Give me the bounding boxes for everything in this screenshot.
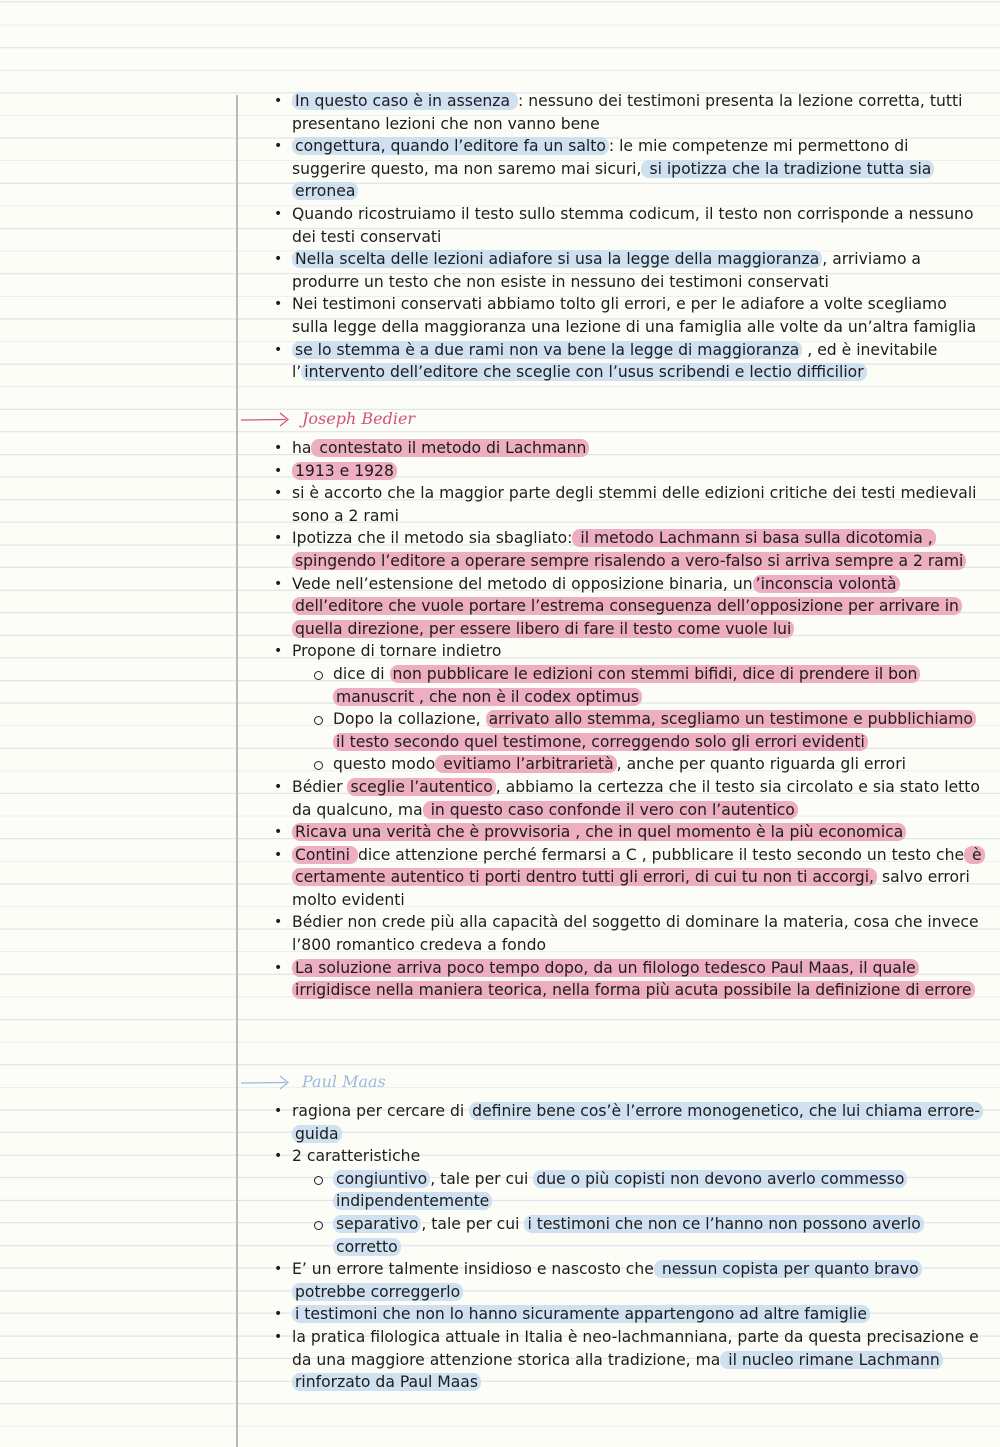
highlight-blue: definire bene cos’è l’errore monogenetico, che lui chiama errore-guida: [292, 1102, 983, 1143]
list-item: [292, 776, 982, 821]
highlight-blue: i testimoni che non ce l’hanno non possono averlo corretto: [333, 1215, 924, 1256]
list-item: [292, 203, 982, 248]
heading-paul-maas: [240, 1072, 386, 1091]
highlight-blue: intervento dell’editore che sceglie con l’usus scribendi e lectio difficilior: [301, 363, 866, 381]
text: E’ un errore talmente insidioso e nascosto che: [292, 1260, 654, 1279]
list-item: [292, 1303, 982, 1326]
list-item: [292, 339, 982, 384]
highlight-pink: ’inconscia volontà dell’editore che vuole portare l’estrema conseguenza dell’opposizione per arrivare in quella direzione, per essere libero di fare il testo come vuole lui: [292, 575, 962, 638]
text: ragiona per cercare di: [292, 1102, 470, 1120]
text: : le mie competenze mi permettono di suggerire questo, ma non saremo mai sicuri,: [292, 137, 909, 178]
section-maas: [292, 1100, 982, 1394]
text: , tale per cui: [421, 1214, 525, 1233]
heading-text: Paul Maas: [302, 1072, 386, 1091]
heading-joseph-bedier: [240, 409, 415, 428]
text: Quando ricostruiamo il testo sullo stemma codicum, il testo non corrisponde a nessuno dei testi conservati: [292, 204, 974, 246]
list-item: [292, 573, 982, 641]
list-item: [292, 460, 982, 483]
highlight-pink: contestato il metodo di Lachmann: [311, 439, 589, 457]
text: Propone di tornare indietro: [292, 642, 502, 661]
heading-text: Joseph Bedier: [302, 409, 416, 428]
margin-line: [236, 95, 238, 1447]
highlight-blue: congiuntivo: [333, 1170, 430, 1188]
highlight-blue: separativo: [333, 1215, 421, 1233]
highlight-blue: i testimoni che non lo hanno sicuramente appartengono ad altre famiglie: [292, 1305, 870, 1323]
sublist-item: [333, 663, 982, 708]
sublist: [292, 663, 982, 776]
highlight-pink: arrivato allo stemma, scegliamo un testimone e pubblichiamo il testo secondo quel testimone, correggendo solo gli errori evidenti: [333, 710, 976, 751]
highlight-pink: evitiamo l’arbitrarietà: [435, 755, 616, 773]
list-item: [292, 1145, 982, 1258]
text: , ed è inevitabile l’: [292, 340, 938, 382]
arrow-icon: [240, 1074, 292, 1090]
list-item: [292, 821, 982, 844]
highlight-pink: La soluzione arriva poco tempo dopo, da un filologo tedesco Paul Maas, il quale irrigidisce nella maniera teorica, nella forma più acuta possibile la definizione di errore: [292, 959, 975, 1000]
highlight-pink: è certamente autentico ti porti dentro tutti gli errori, di cui tu non ti accorgi,: [292, 846, 985, 887]
text: salvo errori molto evidenti: [292, 868, 970, 909]
text: Bédier: [292, 777, 348, 796]
text: questo modo: [333, 755, 436, 774]
text: dice di: [333, 664, 390, 683]
list-item: [292, 527, 982, 572]
highlight-blue: due o più copisti non devono averlo commesso indipendentemente: [333, 1170, 907, 1211]
text: Nei testimoni conservati abbiamo tolto gli errori, e per le adiafore a volte scegliamo sulla legge della maggioranza una lezione di una famiglia alle volte da un’altra famiglia: [292, 295, 977, 336]
highlight-pink: sceglie l’autentico: [347, 778, 495, 796]
list-item: [292, 1258, 982, 1303]
text: la pratica filologica attuale in Italia è neo-lachmanniana, parte da questa precisazione e da una maggiore attenzione storica alla tradizione, ma: [292, 1327, 979, 1369]
sublist-item: [333, 753, 982, 776]
section-stemma-notes: [292, 90, 982, 384]
text: , arriviamo a produrre un testo che non esiste in nessuno dei testimoni conservati: [292, 250, 921, 291]
text: Ipotizza che il metodo sia sbagliato:: [292, 529, 573, 548]
list-item: [292, 1100, 982, 1145]
highlight-pink: il metodo Lachmann si basa sulla dicotomia , spingendo l’editore a operare sempre risalendo a vero-falso si arriva sempre a 2 rami: [292, 529, 966, 570]
sublist-item: [333, 1168, 982, 1213]
highlight-blue: In questo caso è in assenza: [292, 92, 518, 110]
list-item: [292, 640, 982, 776]
text: Vede nell’estensione del metodo di opposizione binaria, un: [292, 574, 753, 593]
text: Dopo la collazione,: [333, 710, 486, 729]
text: , anche per quanto riguarda gli errori: [616, 755, 906, 774]
text: , tale per cui: [430, 1169, 534, 1188]
highlight-blue: se lo stemma è a due rami non va bene la legge di maggioranza: [292, 341, 802, 359]
sublist-item: [333, 1213, 982, 1258]
text: 2 caratteristiche: [292, 1147, 421, 1166]
highlight-blue: il nucleo rimane Lachmann rinforzato da Paul Maas: [292, 1351, 943, 1392]
sublist-item: [333, 708, 982, 753]
highlight-pink: non pubblicare le edizioni con stemmi bifidi, dice di prendere il bon manuscrit , che non è il codex optimus: [333, 665, 920, 706]
highlight-blue: congettura, quando l’editore fa un salto: [292, 137, 609, 155]
text: Bédier non crede più alla capacità del soggetto di dominare la materia, cosa che invece l’800 romantico credeva a fondo: [292, 913, 979, 955]
arrow-icon: [240, 411, 292, 427]
sublist: [292, 1168, 982, 1258]
highlight-blue: nessun copista per quanto bravo potrebbe correggerlo: [292, 1260, 922, 1301]
list-item: [292, 135, 982, 203]
section-bedier: [292, 437, 982, 1002]
list-item: [292, 248, 982, 293]
list-item: [292, 957, 982, 1002]
text: : nessuno dei testimoni presenta la lezione corretta, tutti presentano lezioni che non vanno bene: [292, 92, 963, 133]
list-item: [292, 482, 982, 527]
list-item: [292, 911, 982, 956]
text: , abbiamo la certezza che il testo sia circolato e sia stato letto da qualcuno, ma: [292, 777, 980, 819]
text: dice attenzione perché fermarsi a C , pubblicare il testo secondo un testo che: [357, 845, 965, 864]
highlight-pink: in questo caso confonde il vero con l’autentico: [423, 801, 798, 819]
highlight-pink: Contini: [292, 846, 358, 864]
list-item: [292, 90, 982, 135]
list-item: [292, 437, 982, 460]
highlight-blue: si ipotizza che la tradizione tutta sia erronea: [292, 160, 934, 201]
list-item: [292, 293, 982, 338]
list-item: [292, 844, 982, 912]
highlight-pink: Ricava una verità che è provvisoria , che in quel momento è la più economica: [292, 823, 906, 841]
text: ha: [292, 439, 312, 457]
list-item: [292, 1326, 982, 1394]
highlight-blue: Nella scelta delle lezioni adiafore si usa la legge della maggioranza: [292, 250, 822, 268]
highlight-pink: 1913 e 1928: [292, 462, 397, 480]
text: si è accorto che la maggior parte degli stemmi delle edizioni critiche dei testi medievali sono a 2 rami: [292, 484, 977, 525]
